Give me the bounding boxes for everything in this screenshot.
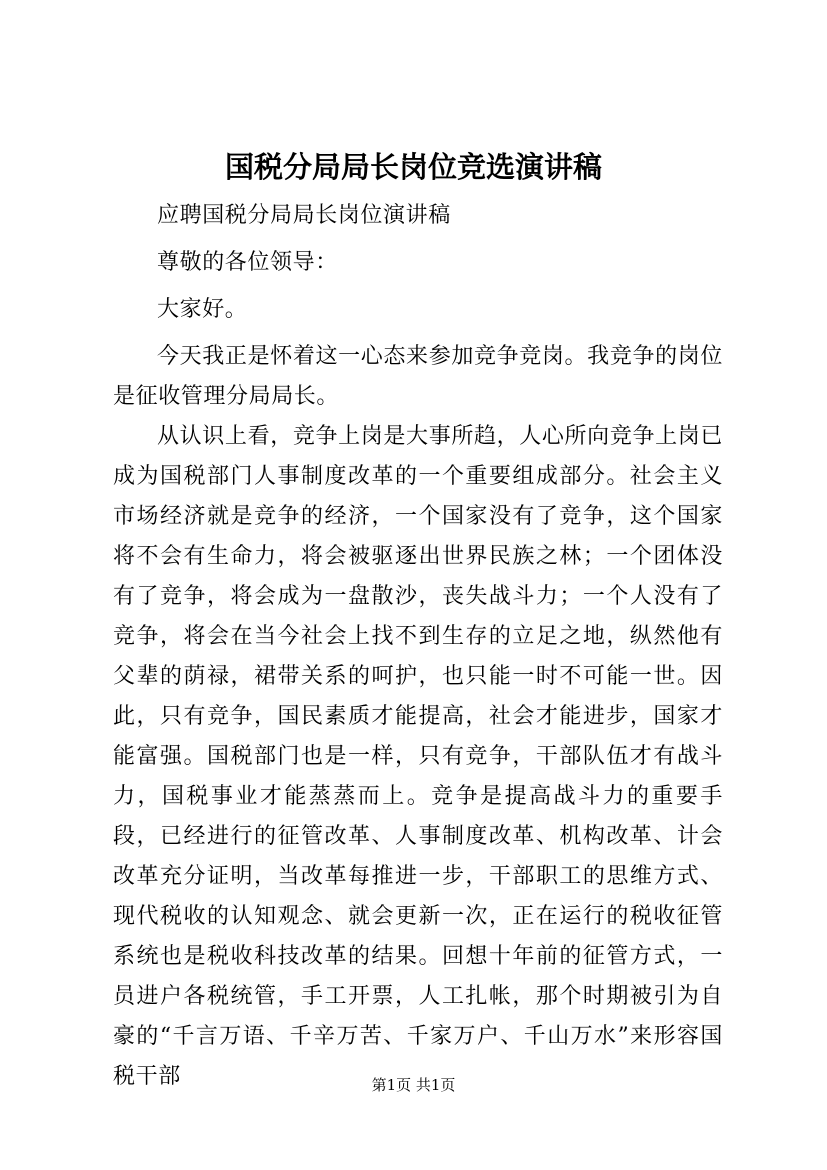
salutation-paragraph: 尊敬的各位领导： [157,250,338,275]
subtitle-paragraph: 应聘国税分局局长岗位演讲稿 [157,203,451,228]
intro-paragraph: 今天我正是怀着这一心态来参加竞争竞岗。我竞争的岗位是征收管理分局局长。 [113,344,723,409]
document-title: 国税分局局长岗位竞选演讲稿 [224,150,602,184]
document-body [113,196,723,1097]
page-footer: 第1页 共1页 [371,1076,456,1094]
main-paragraph: 从认识上看，竞争上岗是大事所趋，人心所向竞争上岗已成为国税部门人事制度改革的一个重要组成部分。社会主义市场经济就是竞争的经济，一个国家没有了竞争，这个国家将不会有生命力，将会被驱逐出世界民族之林；一个团体没有了竞争，将会成为一盘散沙，丧失战斗力；一个人没有了竞争，将会在当今社会上找不到生存的立足之地，纵然他有父辈的荫禄，裙带关系的呵护，也只能一时不可能一世。因此，只有竞争，国民素质才能提高，社会才能进步，国家才能富强。国税部门也是一样，只有竞争，干部队伍才有战斗力，国税事业才能蒸蒸而上。竞争是提高战斗力的重要手段，已经进行的征管改革、人事制度改革、机构改革、计会改革充分证明，当改革每推进一步，干部职工的思维方式、现代税收的认知观念、就会更新一次，正在运行的税收征管系统也是税收科技改革的结果。回想十年前的征管方式，一员进户各税统管，手工开票，人工扎帐，那个时期被引为自豪的“千言万语、千辛万苦、千家万户、千山万水”来形容国税干部 [113,424,723,1089]
greeting-paragraph: 大家好。 [157,297,248,322]
